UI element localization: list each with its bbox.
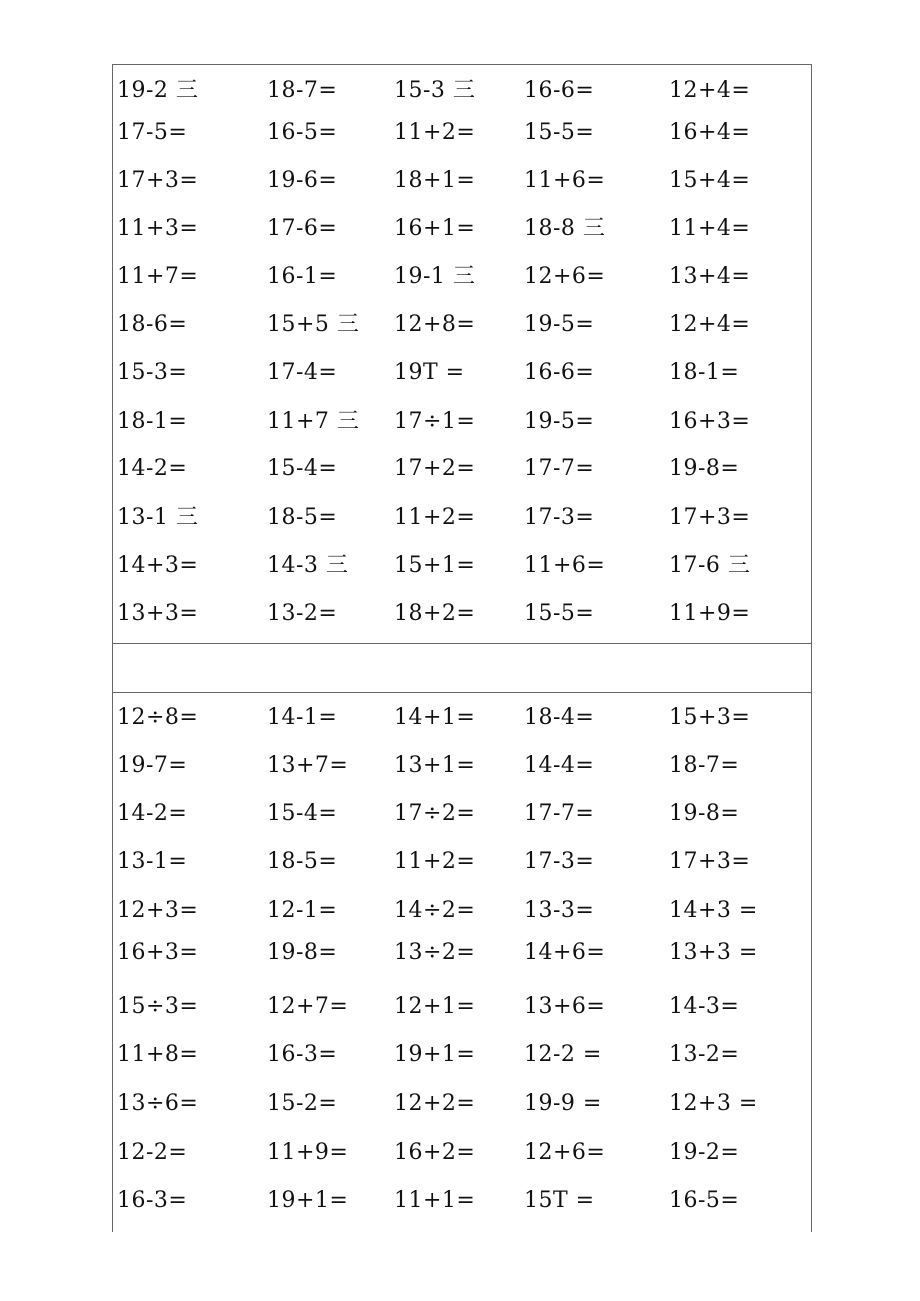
math-problem: 12+4= [669, 78, 751, 103]
math-problem: 11+3= [117, 216, 199, 241]
math-problem: 12+1= [394, 994, 476, 1019]
math-problem: 18+1= [394, 168, 476, 193]
math-problem: 14+1= [394, 705, 476, 730]
math-problem: 19T = [394, 360, 465, 385]
math-problem: 15T = [524, 1188, 595, 1213]
math-problem: 16+2= [394, 1140, 476, 1165]
math-problem: 19-1 三 [394, 264, 476, 289]
math-problem: 19-2= [669, 1140, 740, 1165]
math-problem: 19-9 = [524, 1091, 602, 1116]
math-problem: 13-2= [669, 1042, 740, 1067]
math-problem: 11+2= [394, 505, 476, 530]
math-problem: 18-7= [669, 753, 740, 778]
math-problem: 15÷3= [117, 994, 199, 1019]
math-problem: 17-7= [524, 801, 595, 826]
problem-row [113, 746, 811, 786]
math-problem: 17-6 三 [669, 553, 751, 578]
math-problem: 18-8 三 [524, 216, 606, 241]
math-problem: 14-4= [524, 753, 595, 778]
problem-row [113, 1181, 811, 1221]
math-problem: 17÷2= [394, 801, 476, 826]
math-problem: 11+4= [669, 216, 751, 241]
problem-row [113, 987, 811, 1027]
math-problem: 15-3 三 [394, 78, 476, 103]
problem-row [113, 71, 811, 111]
math-problem: 15+3= [669, 705, 751, 730]
problem-row [113, 257, 811, 297]
math-problem: 16-5= [267, 120, 338, 145]
math-problem: 14+3 = [669, 898, 758, 923]
math-problem: 13+6= [524, 994, 606, 1019]
math-problem: 16+1= [394, 216, 476, 241]
math-problem: 16+3= [117, 940, 199, 965]
math-problem: 12+8= [394, 312, 476, 337]
math-problem: 19+1= [267, 1188, 349, 1213]
math-problem: 17-5= [117, 120, 188, 145]
math-problem: 13-1 三 [117, 505, 199, 530]
math-problem: 12-1= [267, 898, 338, 923]
problem-row [113, 794, 811, 834]
math-problem: 15-4= [267, 456, 338, 481]
math-problem: 19-5= [524, 409, 595, 434]
math-problem: 12-2= [117, 1140, 188, 1165]
math-problem: 11+7 三 [267, 409, 360, 434]
math-problem: 17+3= [669, 849, 751, 874]
problem-row [113, 209, 811, 249]
math-problem: 12+6= [524, 264, 606, 289]
math-problem: 18-1= [669, 360, 740, 385]
math-problem: 13÷2= [394, 940, 476, 965]
math-problem: 18-5= [267, 849, 338, 874]
math-problem: 11+2= [394, 849, 476, 874]
problem-row [113, 402, 811, 442]
math-problem: 14-3= [669, 994, 740, 1019]
math-problem: 15-5= [524, 120, 595, 145]
math-problem: 13+3= [117, 601, 199, 626]
math-problem: 11+7= [117, 264, 199, 289]
math-problem: 11+9= [669, 601, 751, 626]
problem-row [113, 698, 811, 738]
math-problem: 17-3= [524, 505, 595, 530]
math-problem: 13+1= [394, 753, 476, 778]
problem-row [113, 546, 811, 586]
math-problem: 19-8= [267, 940, 338, 965]
math-problem: 11+9= [267, 1140, 349, 1165]
math-problem: 15+4= [669, 168, 751, 193]
math-problem: 12+7= [267, 994, 349, 1019]
math-problem: 19-8= [669, 801, 740, 826]
math-problem: 16+3= [669, 409, 751, 434]
math-problem: 12+4= [669, 312, 751, 337]
math-problem: 11+6= [524, 168, 606, 193]
problem-row [113, 353, 811, 393]
problem-row [113, 1084, 811, 1124]
math-problem: 13÷6= [117, 1091, 199, 1116]
math-problem: 18+2= [394, 601, 476, 626]
math-problem: 19-8= [669, 456, 740, 481]
math-problem: 18-6= [117, 312, 188, 337]
problem-row [113, 449, 811, 489]
math-problem: 17+3= [669, 505, 751, 530]
math-problem: 19+1= [394, 1042, 476, 1067]
problem-row [113, 1035, 811, 1075]
math-problem: 13-1= [117, 849, 188, 874]
math-problem: 15-3= [117, 360, 188, 385]
math-problem: 19-7= [117, 753, 188, 778]
worksheet-block-bottom [112, 692, 812, 1232]
math-problem: 12-2 = [524, 1042, 602, 1067]
math-problem: 12+3= [117, 898, 199, 923]
math-problem: 16-5= [669, 1188, 740, 1213]
math-problem: 16-3= [117, 1188, 188, 1213]
math-problem: 17+2= [394, 456, 476, 481]
math-problem: 17÷1= [394, 409, 476, 434]
math-problem: 19-5= [524, 312, 595, 337]
math-problem: 18-7= [267, 78, 338, 103]
math-problem: 17-6= [267, 216, 338, 241]
math-problem: 15+5 三 [267, 312, 360, 337]
math-problem: 15-4= [267, 801, 338, 826]
problem-row [113, 305, 811, 345]
math-problem: 16-3= [267, 1042, 338, 1067]
math-problem: 11+8= [117, 1042, 199, 1067]
math-problem: 15-5= [524, 601, 595, 626]
worksheet-block-top [112, 64, 812, 644]
math-problem: 14-2= [117, 801, 188, 826]
math-problem: 12+6= [524, 1140, 606, 1165]
math-problem: 13-2= [267, 601, 338, 626]
problem-row [113, 498, 811, 538]
math-problem: 18-1= [117, 409, 188, 434]
block-separator [112, 643, 812, 693]
math-problem: 14+3= [117, 553, 199, 578]
problem-row [113, 594, 811, 634]
math-problem: 16-6= [524, 360, 595, 385]
math-problem: 19-2 三 [117, 78, 199, 103]
math-problem: 13+7= [267, 753, 349, 778]
math-problem: 19-6= [267, 168, 338, 193]
math-problem: 12÷8= [117, 705, 199, 730]
math-problem: 11+1= [394, 1188, 476, 1213]
problem-row [113, 933, 811, 973]
math-problem: 15+1= [394, 553, 476, 578]
math-problem: 12+3 = [669, 1091, 758, 1116]
math-problem: 13+3 = [669, 940, 758, 965]
math-problem: 16-1= [267, 264, 338, 289]
problem-row [113, 842, 811, 882]
math-problem: 17-4= [267, 360, 338, 385]
math-problem: 17+3= [117, 168, 199, 193]
math-problem: 14-1= [267, 705, 338, 730]
math-problem: 14-3 三 [267, 553, 349, 578]
math-problem: 18-5= [267, 505, 338, 530]
problem-row [113, 161, 811, 201]
math-problem: 14÷2= [394, 898, 476, 923]
math-problem: 14-2= [117, 456, 188, 481]
math-problem: 13+4= [669, 264, 751, 289]
math-problem: 13-3= [524, 898, 595, 923]
math-problem: 11+2= [394, 120, 476, 145]
math-problem: 12+2= [394, 1091, 476, 1116]
math-problem: 16+4= [669, 120, 751, 145]
problem-row [113, 1133, 811, 1173]
math-problem: 14+6= [524, 940, 606, 965]
math-problem: 18-4= [524, 705, 595, 730]
problem-row [113, 113, 811, 153]
math-problem: 16-6= [524, 78, 595, 103]
math-problem: 15-2= [267, 1091, 338, 1116]
problem-row [113, 891, 811, 931]
math-problem: 11+6= [524, 553, 606, 578]
math-problem: 17-7= [524, 456, 595, 481]
math-problem: 17-3= [524, 849, 595, 874]
